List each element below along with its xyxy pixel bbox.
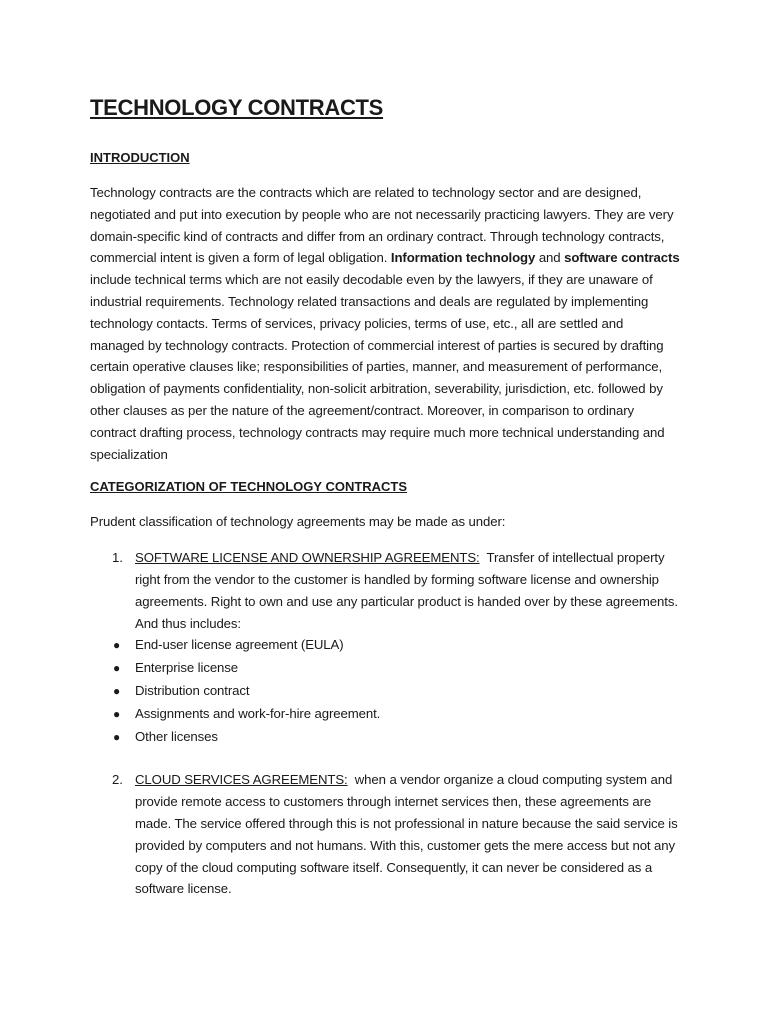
introduction-paragraph	[90, 182, 680, 465]
intro-bold-software-contracts: software contracts	[564, 250, 680, 266]
bullet-text: Enterprise license	[135, 660, 239, 676]
bullet-text: Distribution contract	[135, 682, 250, 698]
bullet-item	[90, 726, 680, 749]
bullet-icon: ●	[113, 706, 121, 721]
list-item-software-license	[90, 547, 680, 634]
list-number: 2.	[112, 772, 123, 788]
intro-text-part2: include technical terms which are not easily decodable even by the lawyers, if they are unaware of industrial requirements. Technology related transactions and deals are regulated by implementing technology contacts. Terms of services, privacy policies, terms of use, etc., all are settled and managed by technology contracts. Protection of commercial interest of parties is secured by drafting certain operative clauses like; responsibilities of parties, manner, and measurement of performance, obligation of payments confidentiality, non-solicit arbitration, severability, jurisdiction, etc. followed by other clauses as per the nature of the agreement/contract. Moreover, in comparison to ordinary contract drafting process, technology contracts may require much more technical understanding and specialization	[90, 272, 665, 462]
intro-and: and	[538, 250, 561, 266]
document-page	[90, 92, 680, 900]
categorization-lead: Prudent classification of technology agreements may be made as under:	[90, 514, 506, 530]
list-item-cloud-services	[90, 769, 680, 900]
intro-text-part1: Technology contracts are the contracts which are related to technology sector and are designed, negotiated and put into execution by people who are not necessarily practicing lawyers. They are very domain-specific kind of contracts and differ from an ordinary contract. Through technology contracts, commercial intent is given a form of legal obligation.	[90, 185, 674, 266]
list-text: Transfer of intellectual property right from the vendor to the customer is handled by forming software license and ownership agreements. Right to own and use any particular product is handed over by these agreements. And thus includes:	[135, 550, 678, 631]
bullet-text: End-user license agreement (EULA)	[135, 637, 344, 653]
categorization-heading: CATEGORIZATION OF TECHNOLOGY CONTRACTS	[90, 479, 408, 495]
bullet-icon: ●	[113, 661, 121, 676]
document-title: TECHNOLOGY CONTRACTS	[90, 95, 384, 120]
bullet-icon: ●	[113, 729, 121, 744]
introduction-heading: INTRODUCTION	[90, 150, 190, 165]
bullet-item	[90, 657, 680, 680]
bullet-text: Assignments and work-for-hire agreement.	[135, 705, 381, 721]
bullet-icon: ●	[113, 683, 121, 698]
list-number: 1.	[112, 550, 123, 566]
list-term: SOFTWARE LICENSE AND OWNERSHIP AGREEMENTS:	[135, 550, 480, 566]
list-term: CLOUD SERVICES AGREEMENTS:	[135, 772, 348, 788]
bullet-item	[90, 680, 680, 703]
intro-bold-information-technology: Information technology	[390, 250, 536, 266]
bullet-item	[90, 703, 680, 726]
bullet-text: Other licenses	[135, 728, 218, 744]
bullet-list	[90, 634, 680, 748]
bullet-icon: ●	[113, 638, 121, 653]
bullet-item	[90, 634, 680, 657]
list-text: when a vendor organize a cloud computing system and provide remote access to customers through internet services then, these agreements are made. The service offered through this is not professional in nature because the said service is provided by computers and not humans. With this, customer gets the mere access but not any copy of the cloud computing software itself. Consequently, it can never be considered as a software license.	[135, 772, 678, 897]
